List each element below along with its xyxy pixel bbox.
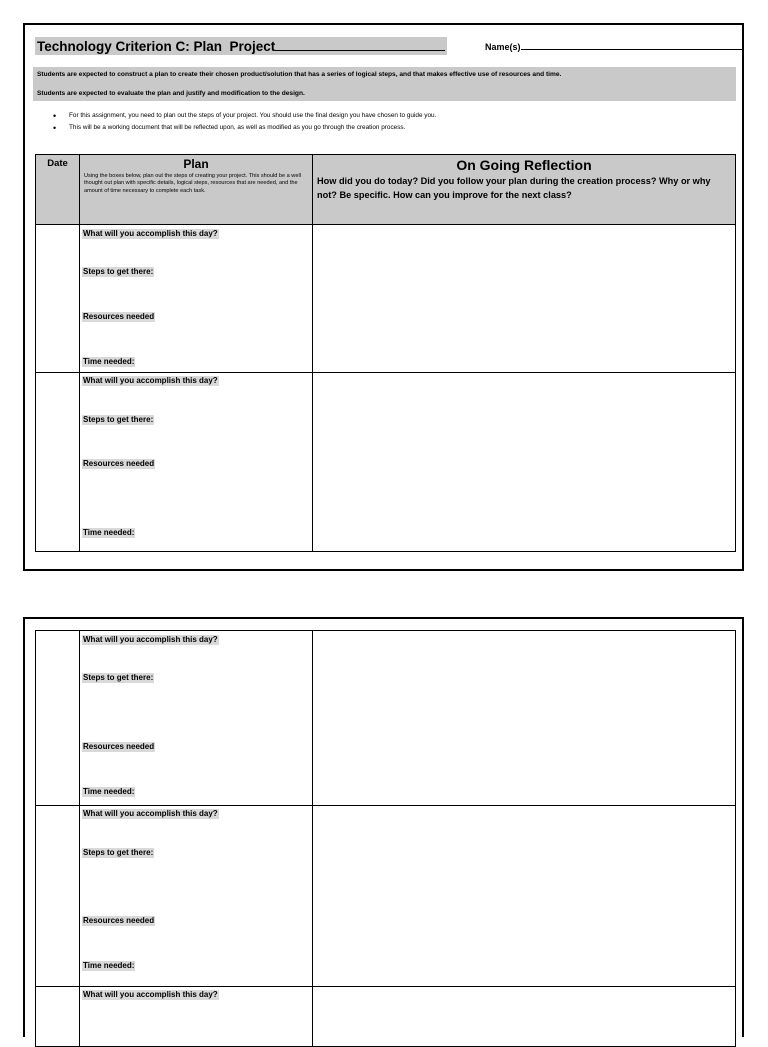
date-cell[interactable]	[36, 225, 80, 373]
expectation-evaluate: Students are expected to evaluate the plan and justify and modification to the design.	[33, 88, 736, 101]
reflection-cell[interactable]	[313, 225, 736, 373]
page-title	[35, 37, 447, 55]
reflection-header-description: How did you do today? Did you follow your plan during the creation process? Why or why not? Be specific. How can you improve for the next class?	[317, 176, 711, 200]
reflection-header	[313, 155, 736, 225]
accomplish-label: What will you accomplish this day?	[83, 809, 218, 818]
project-label: Project	[229, 39, 276, 54]
project-name-line[interactable]	[275, 37, 445, 51]
names-label: Name(s)	[485, 42, 521, 52]
table-row	[36, 373, 736, 552]
plan-cell[interactable]	[80, 806, 313, 987]
expectation-construct: Students are expected to construct a plan to create their chosen product/solution that has a series of logical steps, and that makes effective use of resources and time.	[33, 67, 736, 88]
table-row	[36, 631, 736, 806]
accomplish-label: What will you accomplish this day?	[83, 990, 218, 999]
resources-label: Resources needed	[83, 312, 155, 321]
accomplish-label: What will you accomplish this day?	[83, 229, 218, 238]
plan-cell[interactable]	[80, 631, 313, 806]
table-row	[36, 987, 736, 1047]
table-header-row	[36, 155, 736, 225]
table-row	[36, 806, 736, 987]
accomplish-label: What will you accomplish this day?	[83, 635, 218, 644]
date-header: Date	[36, 155, 80, 225]
time-label: Time needed:	[83, 961, 135, 970]
reflection-cell[interactable]	[313, 373, 736, 552]
time-label: Time needed:	[83, 787, 135, 796]
plan-cell[interactable]	[80, 225, 313, 373]
title-text: Technology Criterion C: Plan	[37, 39, 223, 54]
worksheet-page-2	[23, 617, 744, 1037]
plan-cell[interactable]	[80, 373, 313, 552]
reflection-cell[interactable]	[313, 806, 736, 987]
steps-label: Steps to get there:	[83, 673, 154, 682]
reflection-cell[interactable]	[313, 987, 736, 1047]
plan-table-continued	[35, 630, 736, 1047]
names-field	[485, 41, 743, 52]
plan-cell[interactable]	[80, 987, 313, 1047]
worksheet-page-1	[23, 23, 744, 571]
steps-label: Steps to get there:	[83, 848, 154, 857]
accomplish-label: What will you accomplish this day?	[83, 376, 218, 385]
plan-header	[80, 155, 313, 225]
plan-header-description: Using the boxes below, plan out the steps of creating your project. This should be a well thought out plan with specific details, logical steps, resources that are needed, and the amount of time necessary to complete each task.	[84, 173, 301, 194]
instruction-item: • For this assignment, you need to plan out the steps of your project. You should use the final design you have chosen to guide you.	[53, 110, 733, 122]
plan-header-title: Plan	[183, 157, 209, 171]
steps-label: Steps to get there:	[83, 267, 154, 276]
table-row	[36, 225, 736, 373]
instruction-list	[53, 110, 733, 134]
date-cell[interactable]	[36, 806, 80, 987]
title-row	[35, 35, 735, 57]
time-label: Time needed:	[83, 357, 135, 366]
date-cell[interactable]	[36, 987, 80, 1047]
resources-label: Resources needed	[83, 742, 155, 751]
date-cell[interactable]	[36, 631, 80, 806]
reflection-header-title: On Going Reflection	[456, 157, 592, 173]
plan-table	[35, 154, 736, 552]
steps-label: Steps to get there:	[83, 415, 154, 424]
instruction-item: • This will be a working document that will be reflected upon, as well as modified as you go through the creation process.	[53, 122, 733, 134]
time-label: Time needed:	[83, 528, 135, 537]
reflection-cell[interactable]	[313, 631, 736, 806]
names-line[interactable]	[521, 41, 743, 50]
resources-label: Resources needed	[83, 459, 155, 468]
resources-label: Resources needed	[83, 916, 155, 925]
date-cell[interactable]	[36, 373, 80, 552]
